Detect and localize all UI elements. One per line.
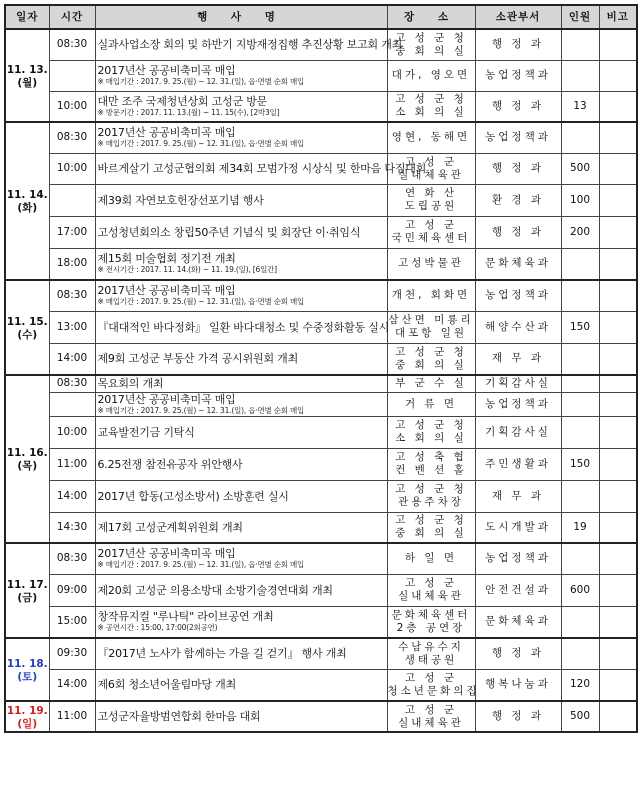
weekday-label: (월) bbox=[17, 76, 38, 89]
header-date: 일자 bbox=[5, 5, 49, 29]
event-title: 2017년산 공공비축미곡 매입 bbox=[97, 64, 236, 77]
date-label: 11. 17. bbox=[6, 578, 48, 591]
table-row bbox=[5, 416, 637, 448]
time-cell: 08:30 bbox=[49, 375, 95, 392]
event-cell bbox=[95, 512, 387, 543]
remarks-cell bbox=[599, 91, 637, 122]
time-cell: 14:00 bbox=[49, 669, 95, 701]
event-cell bbox=[95, 480, 387, 512]
place-cell bbox=[387, 638, 475, 669]
time-cell: 08:30 bbox=[49, 29, 95, 60]
remarks-cell bbox=[599, 343, 637, 375]
count-cell: 150 bbox=[561, 448, 599, 480]
dept-cell: 농업정책과 bbox=[475, 280, 561, 311]
event-note: ※ 매입기간 : 2017. 9. 25.(월) ~ 12. 31.(일), 읍·면별 순회 매입 bbox=[97, 405, 305, 415]
event-cell bbox=[95, 375, 387, 392]
date-cell bbox=[5, 701, 49, 732]
place-line: 고성박물관 bbox=[398, 257, 464, 270]
event-title: 제39회 자연보호헌장선포기념 행사 bbox=[97, 193, 264, 207]
place-line: 고 성 군 청 bbox=[395, 345, 467, 358]
count-cell bbox=[561, 606, 599, 638]
event-title: 대만 조주 국제청년상회 고성군 방문 bbox=[97, 94, 268, 108]
count-cell bbox=[561, 638, 599, 669]
weekly-schedule-table bbox=[4, 4, 638, 733]
place-line: 중 회 의 실 bbox=[395, 527, 467, 540]
remarks-cell bbox=[599, 480, 637, 512]
event-cell bbox=[95, 448, 387, 480]
weekday-label: (일) bbox=[17, 717, 38, 730]
remarks-cell bbox=[599, 574, 637, 606]
place-cell bbox=[387, 29, 475, 60]
table-row bbox=[5, 311, 637, 343]
place-line: 중 회 의 실 bbox=[395, 358, 467, 371]
time-cell bbox=[49, 60, 95, 91]
place-cell bbox=[387, 448, 475, 480]
count-cell bbox=[561, 416, 599, 448]
event-title: 6.25전쟁 참전유공자 위안행사 bbox=[97, 457, 243, 471]
remarks-cell bbox=[599, 311, 637, 343]
event-cell bbox=[95, 574, 387, 606]
table-row bbox=[5, 280, 637, 311]
remarks-cell bbox=[599, 392, 637, 416]
place-line: 고 성 군 청 bbox=[395, 31, 467, 44]
count-cell: 100 bbox=[561, 184, 599, 216]
event-title: 2017년산 공공비축미곡 매입 bbox=[97, 284, 236, 298]
dept-cell: 주민생활과 bbox=[475, 448, 561, 480]
place-line: 고 성 군 bbox=[404, 155, 458, 168]
dept-cell: 행복나눔과 bbox=[475, 669, 561, 701]
dept-cell: 농업정책과 bbox=[475, 122, 561, 153]
dept-cell: 재 무 과 bbox=[475, 480, 561, 512]
date-cell bbox=[5, 375, 49, 543]
event-title: 제20회 고성군 의용소방대 소방기술경연대회 개최 bbox=[97, 583, 333, 597]
count-cell: 200 bbox=[561, 216, 599, 248]
weekday-label: (금) bbox=[17, 591, 38, 604]
dept-cell: 농업정책과 bbox=[475, 60, 561, 91]
place-line: 고 성 군 bbox=[404, 703, 458, 716]
count-cell bbox=[561, 60, 599, 91]
event-cell bbox=[95, 280, 387, 311]
remarks-cell bbox=[599, 638, 637, 669]
remarks-cell bbox=[599, 122, 637, 153]
event-cell bbox=[95, 701, 387, 732]
event-cell bbox=[95, 216, 387, 248]
place-cell bbox=[387, 480, 475, 512]
dept-cell: 안전건설과 bbox=[475, 574, 561, 606]
count-cell: 19 bbox=[561, 512, 599, 543]
dept-cell: 문화체육과 bbox=[475, 248, 561, 280]
date-label: 11. 13. bbox=[6, 63, 48, 76]
event-cell bbox=[95, 122, 387, 153]
remarks-cell bbox=[599, 248, 637, 280]
event-title: 실과사업소장 회의 및 하반기 지방재정집행 추진상황 보고회 개최 bbox=[97, 38, 403, 52]
place-line: 소 회 의 실 bbox=[395, 106, 467, 119]
place-cell bbox=[387, 60, 475, 91]
place-line: 청소년문화의집 bbox=[387, 684, 480, 697]
table-row bbox=[5, 543, 637, 574]
event-cell bbox=[95, 638, 387, 669]
remarks-cell bbox=[599, 701, 637, 732]
place-cell bbox=[387, 184, 475, 216]
count-cell bbox=[561, 248, 599, 280]
count-cell: 13 bbox=[561, 91, 599, 122]
place-cell bbox=[387, 669, 480, 701]
count-cell bbox=[561, 375, 599, 392]
place-line: 대포항 일원 bbox=[394, 327, 468, 339]
place-line: 고 성 군 청 bbox=[395, 483, 467, 495]
event-cell bbox=[95, 184, 387, 216]
place-cell bbox=[387, 280, 475, 311]
event-title: 바르게살기 고성군협의회 제34회 모범가정 시상식 및 한마음 다짐대회 bbox=[97, 162, 427, 175]
event-cell bbox=[95, 606, 387, 638]
time-cell: 11:00 bbox=[49, 448, 95, 480]
table-row bbox=[5, 91, 637, 122]
place-cell bbox=[387, 574, 475, 606]
event-note: ※ 매입기간 : 2017. 9. 25.(월) ~ 12. 31.(일), 읍·면별 순회 매입 bbox=[97, 77, 305, 86]
time-cell bbox=[49, 184, 95, 216]
time-cell: 13:00 bbox=[49, 311, 95, 343]
remarks-cell bbox=[599, 184, 637, 216]
time-cell: 09:30 bbox=[49, 638, 95, 669]
table-row bbox=[5, 701, 637, 732]
date-cell bbox=[5, 29, 49, 122]
place-line: 소 회 의 실 bbox=[395, 432, 467, 444]
count-cell bbox=[561, 122, 599, 153]
time-cell: 14:00 bbox=[49, 480, 95, 512]
place-line: 고 성 군 청 bbox=[395, 419, 467, 431]
place-cell bbox=[387, 216, 475, 248]
weekday-label: (토) bbox=[17, 670, 38, 683]
event-note: ※ 방문기간 : 2017. 11. 13.(월) ~ 11. 15(수), [2박3일] bbox=[97, 107, 280, 117]
table-row bbox=[5, 60, 637, 91]
date-label: 11. 14. bbox=[6, 189, 48, 201]
event-title: 교육발전기금 기탁식 bbox=[97, 425, 195, 439]
place-cell bbox=[387, 248, 475, 280]
header-place: 장 소 bbox=[387, 5, 475, 29]
table-row bbox=[5, 343, 637, 375]
count-cell bbox=[561, 480, 599, 512]
table-row bbox=[5, 29, 637, 60]
event-cell bbox=[95, 416, 387, 448]
place-line: 고 성 축 협 bbox=[395, 451, 467, 463]
place-line: 문화체육센터 bbox=[391, 608, 471, 621]
event-cell bbox=[95, 343, 387, 375]
weekday-label: (화) bbox=[17, 202, 38, 214]
remarks-cell bbox=[599, 669, 637, 701]
count-cell: 500 bbox=[561, 701, 599, 732]
remarks-cell bbox=[599, 280, 637, 311]
table-body bbox=[5, 29, 637, 732]
table-row bbox=[5, 574, 637, 606]
place-line: 거 류 면 bbox=[404, 397, 458, 410]
place-line: 부 군 수 실 bbox=[395, 377, 467, 390]
event-title: 2017년 합동(고성소방서) 소방훈련 실시 bbox=[97, 489, 289, 503]
dept-cell: 재 무 과 bbox=[475, 343, 561, 375]
dept-cell: 기획감사실 bbox=[475, 375, 561, 392]
place-cell bbox=[387, 122, 475, 153]
date-label: 11. 16. bbox=[6, 447, 48, 459]
header-event: 행 사 명 bbox=[95, 5, 387, 29]
remarks-cell bbox=[599, 375, 637, 392]
place-line: 국민체육센터 bbox=[391, 232, 471, 244]
dept-cell: 환 경 과 bbox=[475, 184, 561, 216]
date-cell bbox=[5, 122, 49, 280]
count-cell: 600 bbox=[561, 574, 599, 606]
table-row bbox=[5, 122, 637, 153]
time-cell: 14:00 bbox=[49, 343, 95, 375]
date-label: 11. 18. bbox=[6, 657, 48, 670]
count-cell bbox=[561, 392, 599, 416]
place-cell bbox=[387, 392, 475, 416]
event-title: 고성군자율방범연합회 한마음 대회 bbox=[97, 710, 261, 723]
place-line: 실내체육관 bbox=[398, 590, 464, 602]
place-line: 실내체육관 bbox=[398, 716, 464, 729]
table-row bbox=[5, 375, 637, 392]
place-cell bbox=[387, 153, 475, 184]
dept-cell: 기획감사실 bbox=[475, 416, 561, 448]
place-line: 대가, 영오면 bbox=[391, 69, 471, 81]
time-cell: 10:00 bbox=[49, 91, 95, 122]
date-cell bbox=[5, 543, 49, 638]
weekday-label: (목) bbox=[17, 460, 38, 472]
place-line: 생태공원 bbox=[404, 653, 458, 666]
place-line: 고 성 군 청 bbox=[395, 514, 467, 527]
place-line: 2층 공연장 bbox=[396, 621, 466, 634]
event-title: 고성청년회의소 창립50주년 기념식 및 회장단 이·취임식 bbox=[97, 225, 361, 239]
place-line: 개천, 회화면 bbox=[391, 289, 471, 302]
remarks-cell bbox=[599, 216, 637, 248]
place-line: 관용주차장 bbox=[398, 496, 464, 508]
place-cell bbox=[387, 311, 475, 343]
event-note: ※ 매입기간 : 2017. 9. 25.(월) ~ 12. 31.(일), 읍·면별 순회 매입 bbox=[97, 139, 305, 149]
dept-cell: 행 정 과 bbox=[475, 153, 561, 184]
place-line: 컨 벤 션 홀 bbox=[395, 464, 467, 476]
place-cell bbox=[387, 91, 475, 122]
event-title: 2017년산 공공비축미곡 매입 bbox=[97, 392, 236, 406]
header-count: 인원 bbox=[561, 5, 599, 29]
place-cell bbox=[387, 343, 475, 375]
count-cell bbox=[561, 280, 599, 311]
remarks-cell bbox=[599, 29, 637, 60]
time-cell: 15:00 bbox=[49, 606, 95, 638]
table-row bbox=[5, 216, 637, 248]
table-row bbox=[5, 606, 637, 638]
event-title: 목요회의 개최 bbox=[97, 377, 164, 391]
table-row bbox=[5, 392, 637, 416]
remarks-cell bbox=[599, 448, 637, 480]
event-title: 제15회 미술협회 정기전 개최 bbox=[97, 252, 236, 266]
dept-cell: 농업정책과 bbox=[475, 392, 561, 416]
event-cell bbox=[95, 153, 427, 184]
place-line: 고 성 군 청 bbox=[395, 93, 467, 106]
place-cell bbox=[387, 606, 475, 638]
event-title: 제6회 청소년어울림마당 개최 bbox=[97, 678, 237, 692]
place-line: 하 일 면 bbox=[404, 552, 458, 565]
event-note: ※ 매입기간 : 2017. 9. 25.(월) ~ 12. 31.(일), 읍·면별 순회 매입 bbox=[97, 297, 305, 307]
event-note: ※ 공연시간 : 15:00, 17:00(2회공연) bbox=[97, 623, 218, 633]
time-cell: 08:30 bbox=[49, 280, 95, 311]
event-cell bbox=[95, 29, 403, 60]
dept-cell: 농업정책과 bbox=[475, 543, 561, 574]
time-cell: 09:00 bbox=[49, 574, 95, 606]
remarks-cell bbox=[599, 60, 637, 91]
place-line: 고 성 군 bbox=[404, 219, 458, 231]
dept-cell: 해양수산과 bbox=[475, 311, 561, 343]
place-line: 중 회 의 실 bbox=[395, 44, 467, 57]
table-row bbox=[5, 448, 637, 480]
date-label: 11. 19. bbox=[6, 704, 48, 717]
event-title: 『대대적인 바다정화』 일환 바다대청소 및 수중정화활동 실시 bbox=[97, 320, 390, 334]
event-cell bbox=[95, 392, 387, 416]
remarks-cell bbox=[599, 512, 637, 543]
place-cell bbox=[387, 543, 475, 574]
table-header bbox=[5, 5, 637, 29]
remarks-cell bbox=[599, 416, 637, 448]
date-cell bbox=[5, 638, 49, 701]
table-row bbox=[5, 184, 637, 216]
dept-cell: 문화체육과 bbox=[475, 606, 561, 638]
time-cell: 18:00 bbox=[49, 248, 95, 280]
remarks-cell bbox=[599, 543, 637, 574]
event-cell bbox=[95, 91, 387, 122]
remarks-cell bbox=[599, 153, 637, 184]
event-cell bbox=[95, 311, 390, 343]
count-cell bbox=[561, 29, 599, 60]
table-row bbox=[5, 480, 637, 512]
header-note: 비고 bbox=[599, 5, 637, 29]
event-cell bbox=[95, 543, 387, 574]
table-row bbox=[5, 153, 637, 184]
event-cell bbox=[95, 669, 387, 701]
header-time: 시간 bbox=[49, 5, 95, 29]
count-cell: 150 bbox=[561, 311, 599, 343]
place-line: 영현, 동해면 bbox=[391, 131, 471, 144]
event-title: 제9회 고성군 부동산 가격 공시위원회 개최 bbox=[97, 352, 299, 366]
event-cell bbox=[95, 248, 387, 280]
place-line: 도립공원 bbox=[404, 200, 458, 212]
event-title: 2017년산 공공비축미곡 매입 bbox=[97, 126, 236, 140]
date-label: 11. 15. bbox=[6, 315, 48, 328]
time-cell: 11:00 bbox=[49, 701, 95, 732]
event-title: 창작뮤지컬 "루나틱" 라이브공연 개최 bbox=[97, 610, 274, 624]
dept-cell: 행 정 과 bbox=[475, 216, 561, 248]
time-cell: 17:00 bbox=[49, 216, 95, 248]
place-cell bbox=[387, 512, 475, 543]
dept-cell: 행 정 과 bbox=[475, 91, 561, 122]
time-cell: 08:30 bbox=[49, 543, 95, 574]
table-row bbox=[5, 638, 637, 669]
date-cell bbox=[5, 280, 49, 375]
count-cell bbox=[561, 343, 599, 375]
dept-cell: 행 정 과 bbox=[475, 29, 561, 60]
count-cell bbox=[561, 543, 599, 574]
remarks-cell bbox=[599, 606, 637, 638]
time-cell: 14:30 bbox=[49, 512, 95, 543]
time-cell: 10:00 bbox=[49, 416, 95, 448]
dept-cell: 행 정 과 bbox=[475, 638, 561, 669]
place-cell bbox=[387, 701, 475, 732]
count-cell: 120 bbox=[561, 669, 599, 701]
dept-cell: 도시개발과 bbox=[475, 512, 561, 543]
dept-cell: 행 정 과 bbox=[475, 701, 561, 732]
place-cell bbox=[387, 375, 475, 392]
time-cell: 08:30 bbox=[49, 122, 95, 153]
event-note: ※ 전시기간 : 2017. 11. 14.(화) ~ 11. 19.(일), [6일간] bbox=[97, 265, 277, 275]
weekday-label: (수) bbox=[17, 328, 38, 341]
table-row bbox=[5, 669, 637, 701]
place-line: 고 성 군 bbox=[404, 577, 458, 589]
place-cell bbox=[387, 416, 475, 448]
table-row bbox=[5, 512, 637, 543]
event-cell bbox=[95, 60, 387, 91]
event-title: 2017년산 공공비축미곡 매입 bbox=[97, 547, 236, 561]
place-line: 고 성 군 bbox=[404, 671, 458, 684]
table-row bbox=[5, 248, 637, 280]
time-cell: 10:00 bbox=[49, 153, 95, 184]
place-line: 연 화 산 bbox=[404, 187, 458, 199]
place-line: 삼산면 미룡리 bbox=[388, 314, 474, 326]
event-note: ※ 매입기간 : 2017. 9. 25.(월) ~ 12. 31.(일), 읍·면별 순회 매입 bbox=[97, 560, 305, 570]
place-line: 수남유수지 bbox=[398, 640, 464, 653]
header-dept: 소관부서 bbox=[475, 5, 561, 29]
event-title: 『2017년 노사가 함께하는 가을 길 걷기』 행사 개최 bbox=[97, 647, 347, 661]
count-cell: 500 bbox=[561, 153, 599, 184]
place-line: 실내체육관 bbox=[398, 168, 464, 181]
event-title: 제17회 고성군계획위원회 개최 bbox=[97, 520, 243, 534]
time-cell bbox=[49, 392, 95, 416]
